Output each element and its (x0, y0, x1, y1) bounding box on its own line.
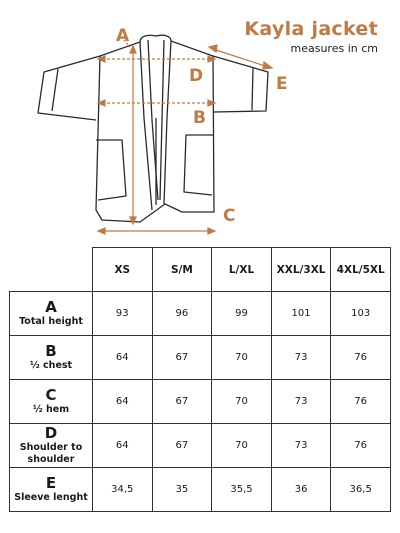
row-letter: D (44, 424, 58, 442)
row-letter: A (45, 298, 57, 316)
row-label (10, 380, 93, 424)
table-cell: 64 (93, 380, 153, 424)
label-D: D (189, 66, 204, 86)
table-cell: 96 (152, 292, 212, 336)
column-header: XXL/3XL (271, 248, 331, 292)
title-block (244, 18, 378, 55)
table-cell: 73 (271, 380, 331, 424)
table-cell: 101 (271, 292, 331, 336)
column-header: XS (93, 248, 153, 292)
row-label (10, 424, 93, 468)
table-row (10, 468, 391, 512)
table-row (10, 380, 391, 424)
row-label (10, 468, 93, 512)
table-corner (10, 248, 93, 292)
column-header: S/M (152, 248, 212, 292)
row-description: ½ hem (32, 404, 70, 415)
row-description: Shoulder to shoulder (19, 442, 83, 465)
table-cell: 36 (271, 468, 331, 512)
row-description: ½ chest (29, 360, 73, 371)
page-subtitle: measures in cm (290, 42, 378, 55)
table-cell: 35 (152, 468, 212, 512)
table-cell: 70 (212, 424, 272, 468)
table-cell: 35,5 (212, 468, 272, 512)
table-cell: 76 (331, 336, 391, 380)
table-row (10, 336, 391, 380)
measurement-lines (98, 40, 272, 234)
table-cell: 70 (212, 336, 272, 380)
table-cell: 73 (271, 336, 331, 380)
table-cell: 64 (93, 336, 153, 380)
label-B: B (193, 108, 206, 128)
table-cell: 103 (331, 292, 391, 336)
row-description: Sleeve lenght (14, 492, 88, 503)
table-cell: 73 (271, 424, 331, 468)
label-A: A (116, 26, 130, 46)
table-row (10, 424, 391, 468)
table-row (10, 292, 391, 336)
table-cell: 36,5 (331, 468, 391, 512)
row-description: Total height (19, 316, 83, 327)
jacket-diagram (0, 0, 400, 245)
table-cell: 34,5 (93, 468, 153, 512)
jacket-outline (38, 35, 268, 222)
row-label (10, 292, 93, 336)
table-cell: 76 (331, 424, 391, 468)
row-letter: E (45, 474, 57, 492)
page-title: Kayla jacket (244, 18, 378, 40)
label-C: C (223, 206, 236, 226)
size-table (9, 247, 391, 512)
table-cell: 67 (152, 424, 212, 468)
table-cell: 99 (212, 292, 272, 336)
table-cell: 70 (212, 380, 272, 424)
table-header-row (10, 248, 391, 292)
table-cell: 67 (152, 380, 212, 424)
column-header: L/XL (212, 248, 272, 292)
row-letter: C (45, 386, 57, 404)
row-letter: B (45, 342, 57, 360)
table-cell: 67 (152, 336, 212, 380)
row-label (10, 336, 93, 380)
table-cell: 93 (93, 292, 153, 336)
label-E: E (276, 74, 288, 94)
table-cell: 76 (331, 380, 391, 424)
table-cell: 64 (93, 424, 153, 468)
column-header: 4XL/5XL (331, 248, 391, 292)
